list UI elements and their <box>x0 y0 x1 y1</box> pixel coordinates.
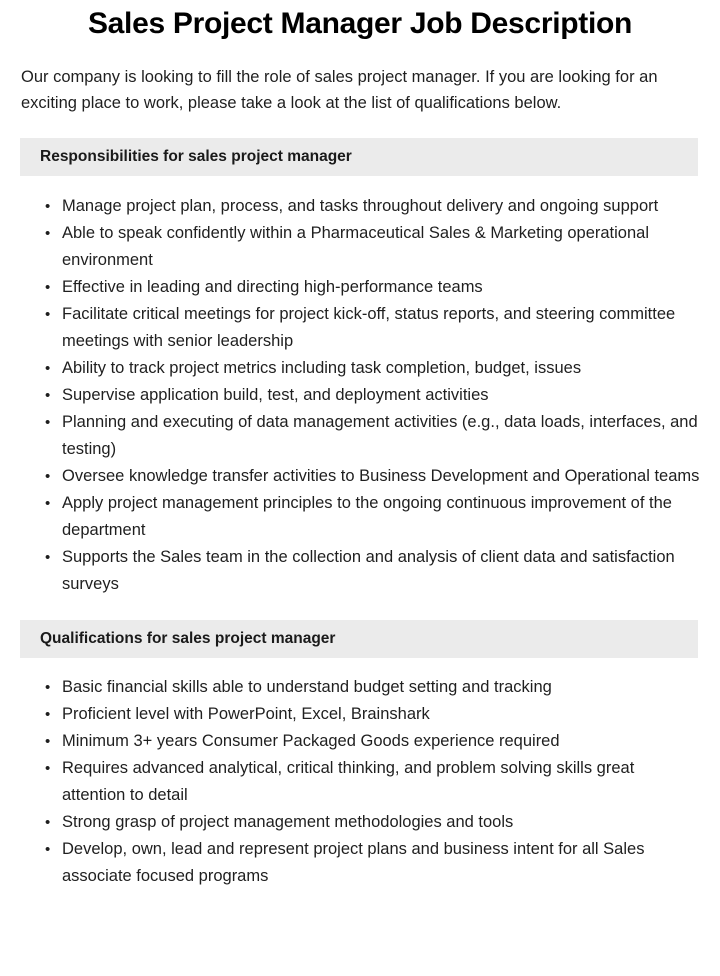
section-qualifications <box>0 620 720 890</box>
section-responsibilities <box>0 138 720 598</box>
section-heading-responsibilities: Responsibilities for sales project manager <box>20 138 698 176</box>
list-item: • Able to speak confidently within a Pharmaceutical Sales & Marketing operational environment <box>45 220 700 274</box>
list-item: • Planning and executing of data management activities (e.g., data loads, interfaces, and testing) <box>45 409 700 463</box>
list-item: • Oversee knowledge transfer activities to Business Development and Operational teams <box>45 463 700 490</box>
list-item: • Apply project management principles to the ongoing continuous improvement of the department <box>45 490 700 544</box>
section-heading-qualifications: Qualifications for sales project manager <box>20 620 698 658</box>
list-item: • Supervise application build, test, and deployment activities <box>45 382 700 409</box>
list-item: • Ability to track project metrics including task completion, budget, issues <box>45 355 700 382</box>
list-item: • Requires advanced analytical, critical thinking, and problem solving skills great attention to detail <box>45 755 700 809</box>
qualifications-list <box>0 658 720 890</box>
list-item: • Manage project plan, process, and tasks throughout delivery and ongoing support <box>45 193 700 220</box>
list-item: • Develop, own, lead and represent project plans and business intent for all Sales associate focused programs <box>45 836 700 890</box>
list-item: • Effective in leading and directing high-performance teams <box>45 274 700 301</box>
page-title: Sales Project Manager Job Description <box>87 7 633 40</box>
list-item: • Basic financial skills able to understand budget setting and tracking <box>45 674 700 701</box>
list-item: • Proficient level with PowerPoint, Excel, Brainshark <box>45 701 700 728</box>
intro-paragraph: Our company is looking to fill the role of sales project manager. If you are looking for an exciting place to work, please take a look at the list of qualifications below. <box>21 68 658 112</box>
list-item: • Facilitate critical meetings for project kick-off, status reports, and steering committee meetings with senior leadership <box>45 301 700 355</box>
responsibilities-list <box>0 176 720 598</box>
list-item: • Minimum 3+ years Consumer Packaged Goods experience required <box>45 728 700 755</box>
list-item: • Strong grasp of project management methodologies and tools <box>45 809 700 836</box>
list-item: • Supports the Sales team in the collection and analysis of client data and satisfaction surveys <box>45 544 700 598</box>
